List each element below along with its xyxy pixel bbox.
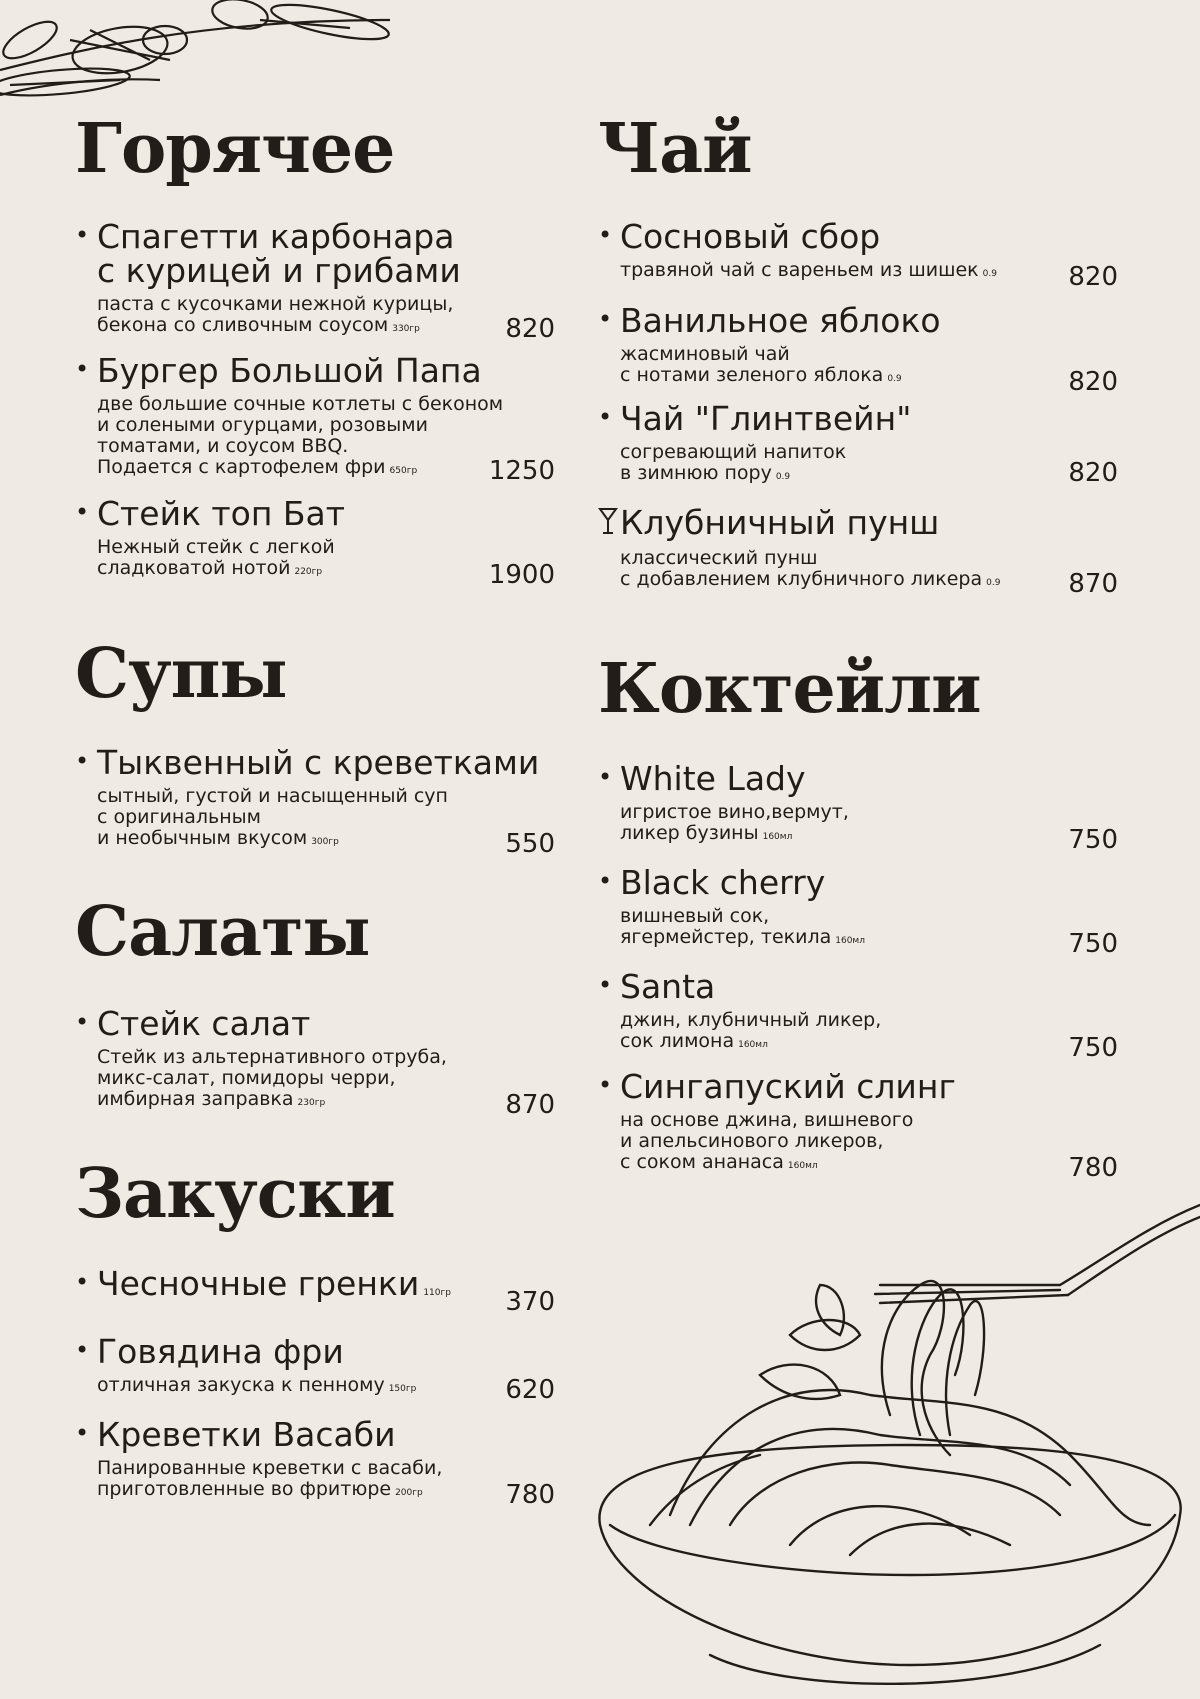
item-name: Сосновый сбор	[620, 217, 881, 256]
item-name: Стейк топ Бат	[97, 494, 345, 533]
item-name: Бургер Большой Папа	[97, 351, 482, 390]
item-desc: и необычным вкусом	[97, 827, 308, 849]
item-desc: сытный, густой и насыщенный суп	[97, 785, 448, 807]
item-desc: на основе джина, вишневого	[620, 1109, 914, 1131]
item-volume: 160мл	[787, 1161, 818, 1171]
item-desc: игристое вино,вермут,	[620, 801, 849, 823]
item-desc: Панированные креветки с васаби,	[97, 1457, 443, 1479]
item-price: 820	[1068, 262, 1118, 292]
bullet: •	[75, 1336, 90, 1364]
bullet: •	[598, 305, 613, 333]
item-price: 1900	[488, 560, 555, 590]
item-desc: Подается с картофелем фри	[97, 456, 386, 478]
section-snacks	[75, 1154, 555, 1234]
item-desc: классический пунш	[620, 547, 818, 569]
bullet: •	[75, 747, 90, 775]
item-desc: Нежный стейк с легкой	[97, 536, 335, 558]
item-volume: 0.9	[986, 578, 1001, 588]
item-price: 820	[1068, 367, 1118, 397]
item-name-line2: с курицей и грибами	[97, 251, 461, 290]
item-name: Спагетти карбонара	[97, 217, 455, 256]
item-price: 870	[1068, 569, 1118, 599]
menu-item	[598, 503, 1118, 599]
menu-item	[598, 967, 1118, 1063]
item-price: 780	[1068, 1153, 1118, 1183]
bullet: •	[75, 1419, 90, 1447]
item-desc: с нотами зеленого яблока	[620, 364, 884, 386]
item-desc: две большие сочные котлеты с беконом	[97, 393, 504, 415]
menu-item	[75, 1004, 555, 1120]
item-desc: с оригинальным	[97, 806, 262, 828]
menu-item	[75, 351, 555, 486]
item-desc: травяной чай с вареньем из шишек	[620, 259, 979, 281]
item-price: 780	[505, 1480, 555, 1510]
item-desc: бекона со сливочным соусом	[97, 314, 389, 336]
section-cocktails	[598, 649, 1118, 729]
bullet: •	[75, 1008, 90, 1036]
item-volume: 0.9	[887, 374, 902, 384]
section-title-soups: Супы	[75, 634, 287, 714]
section-soups	[75, 634, 555, 714]
menu-item	[75, 217, 555, 344]
olive-branch-illustration	[0, 0, 400, 110]
bullet: •	[598, 867, 613, 895]
section-title-salads: Салаты	[75, 892, 370, 972]
bullet: •	[598, 221, 613, 249]
item-volume: 0.9	[775, 472, 791, 482]
item-price: 870	[505, 1090, 555, 1120]
menu-item	[598, 1067, 1118, 1183]
bullet: •	[598, 763, 613, 791]
item-desc: согревающий напиток	[620, 441, 847, 463]
bullet: •	[598, 403, 613, 431]
item-name: White Lady	[620, 759, 806, 798]
section-title-snacks: Закуски	[75, 1154, 395, 1234]
item-desc: вишневый сок,	[620, 905, 770, 927]
spaghetti-bowl-illustration	[590, 1195, 1200, 1699]
menu-item	[598, 301, 1118, 397]
item-desc: ягермейстер, текила	[620, 926, 832, 948]
item-desc: приготовленные во фритюре	[97, 1478, 392, 1500]
item-desc: джин, клубничный ликер,	[620, 1009, 882, 1031]
item-name: Клубничный пунш	[620, 503, 940, 542]
item-volume: 160мл	[738, 1040, 768, 1050]
item-name: Ванильное яблоко	[620, 301, 941, 340]
item-desc: имбирная заправка	[97, 1088, 294, 1110]
section-title-tea: Чай	[598, 109, 752, 189]
item-desc: микс-салат, помидоры черри,	[97, 1067, 396, 1089]
section-salads	[75, 892, 555, 972]
item-desc: отличная закуска к пенному	[97, 1374, 385, 1396]
menu-item	[598, 863, 1118, 959]
menu-item	[75, 1264, 555, 1317]
item-name: Black cherry	[620, 863, 826, 902]
item-price: 750	[1068, 929, 1118, 959]
item-volume: 110гр	[423, 1288, 451, 1298]
bullet: •	[75, 355, 90, 383]
menu-item	[598, 217, 1118, 292]
menu-item	[598, 400, 1118, 488]
item-volume: 0.9	[982, 269, 997, 279]
item-name: Стейк салат	[97, 1004, 311, 1043]
menu-item	[75, 494, 555, 590]
item-volume: 220гр	[294, 567, 323, 577]
item-desc: томатами, и соусом BBQ.	[97, 435, 349, 457]
menu-item	[75, 743, 555, 859]
section-hot	[75, 109, 555, 189]
bullet: •	[75, 1268, 90, 1296]
item-volume: 300гр	[311, 837, 339, 847]
item-price: 820	[1068, 458, 1118, 488]
item-desc: и солеными огурцами, розовыми	[97, 414, 428, 436]
item-desc: жасминовый чай	[620, 343, 790, 365]
item-volume: 150гр	[388, 1384, 417, 1394]
martini-glass-icon	[598, 506, 620, 542]
item-desc: ликер бузины	[620, 822, 759, 844]
item-volume: 160мл	[835, 936, 865, 946]
item-price: 750	[1068, 1033, 1118, 1063]
section-title-hot: Горячее	[75, 109, 395, 189]
item-name: Чесночные гренки	[97, 1264, 420, 1303]
item-name: Santa	[620, 967, 716, 1006]
item-desc: с соком ананаса	[620, 1151, 784, 1173]
bullet: •	[75, 221, 90, 249]
item-name: Сингапуский слинг	[620, 1067, 956, 1106]
item-volume: 650гр	[389, 466, 418, 476]
item-name: Тыквенный с креветками	[97, 743, 540, 782]
item-desc: паста с кусочками нежной курицы,	[97, 293, 454, 315]
item-price: 1250	[488, 456, 555, 486]
item-desc: сок лимона	[620, 1030, 735, 1052]
item-name: Говядина фри	[97, 1332, 344, 1371]
item-price: 550	[505, 829, 555, 859]
item-name: Чай "Глинтвейн"	[620, 399, 912, 438]
item-volume: 160мл	[762, 832, 793, 842]
menu-item	[75, 1415, 555, 1510]
item-price: 370	[505, 1287, 555, 1317]
item-desc: сладковатой нотой	[97, 557, 291, 579]
bullet: •	[75, 498, 90, 526]
item-price: 620	[505, 1375, 555, 1405]
item-volume: 230гр	[297, 1098, 326, 1108]
item-volume: 330гр	[392, 324, 420, 334]
bullet: •	[598, 971, 613, 999]
menu-item	[75, 1332, 555, 1405]
item-name: Креветки Васаби	[97, 1415, 396, 1454]
bullet: •	[598, 1071, 613, 1099]
menu-item	[598, 759, 1118, 855]
item-volume: 200гр	[395, 1488, 423, 1498]
section-title-cocktails: Коктейли	[598, 649, 981, 729]
item-desc: в зимнюю пору	[620, 462, 772, 484]
item-price: 750	[1068, 825, 1118, 855]
item-desc: Стейк из альтернативного отруба,	[97, 1046, 447, 1068]
item-desc: и апельсинового ликеров,	[620, 1130, 884, 1152]
item-desc: с добавлением клубничного ликера	[620, 568, 983, 590]
section-tea	[598, 109, 1118, 189]
item-price: 820	[505, 314, 555, 344]
